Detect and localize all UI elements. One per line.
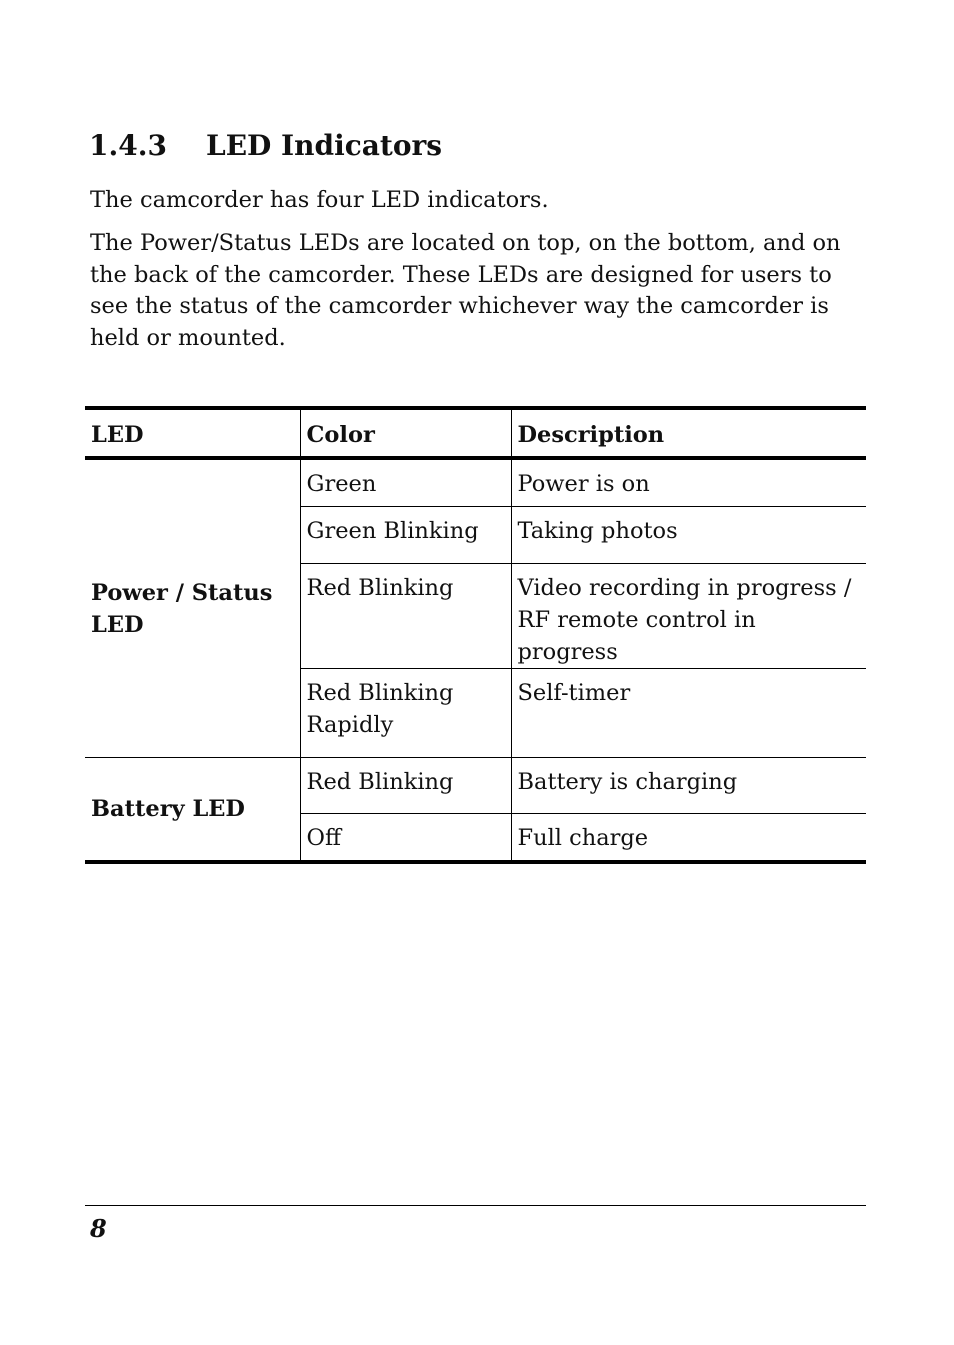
page-number: 8	[90, 1214, 107, 1243]
led-indicator-table	[85, 406, 866, 864]
section-title: LED Indicators	[206, 129, 443, 162]
description-cell: Taking photos	[511, 507, 866, 564]
led-group-power-status: Power / Status LED	[85, 458, 300, 758]
color-cell: Red Blinking	[300, 758, 511, 814]
description-cell: Full charge	[511, 814, 866, 863]
header-led: LED	[85, 408, 300, 458]
description-cell: Self-timer	[511, 669, 866, 758]
header-color: Color	[300, 408, 511, 458]
header-description: Description	[511, 408, 866, 458]
section-heading	[89, 128, 442, 164]
description-cell: Battery is charging	[511, 758, 866, 814]
description-cell: Video recording in progress / RF remote control in progress	[511, 564, 866, 669]
table-row	[85, 458, 866, 507]
description-cell: Power is on	[511, 458, 866, 507]
color-cell: Green	[300, 458, 511, 507]
location-paragraph: The Power/Status LEDs are located on top, on the bottom, and on the back of the camcorder. These LEDs are designed for users to see the status of the camcorder whichever way the camcorder is held or mounted.	[90, 230, 841, 351]
color-cell: Green Blinking	[300, 507, 511, 564]
section-number: 1.4.3	[89, 129, 167, 162]
table-row	[85, 758, 866, 814]
table-header-row	[85, 408, 866, 458]
color-cell: Red Blinking	[300, 564, 511, 669]
color-cell: Red Blinking Rapidly	[300, 669, 511, 758]
intro-paragraph: The camcorder has four LED indicators.	[90, 187, 549, 213]
footer-divider	[85, 1205, 866, 1206]
led-group-battery: Battery LED	[85, 758, 300, 863]
color-cell: Off	[300, 814, 511, 863]
